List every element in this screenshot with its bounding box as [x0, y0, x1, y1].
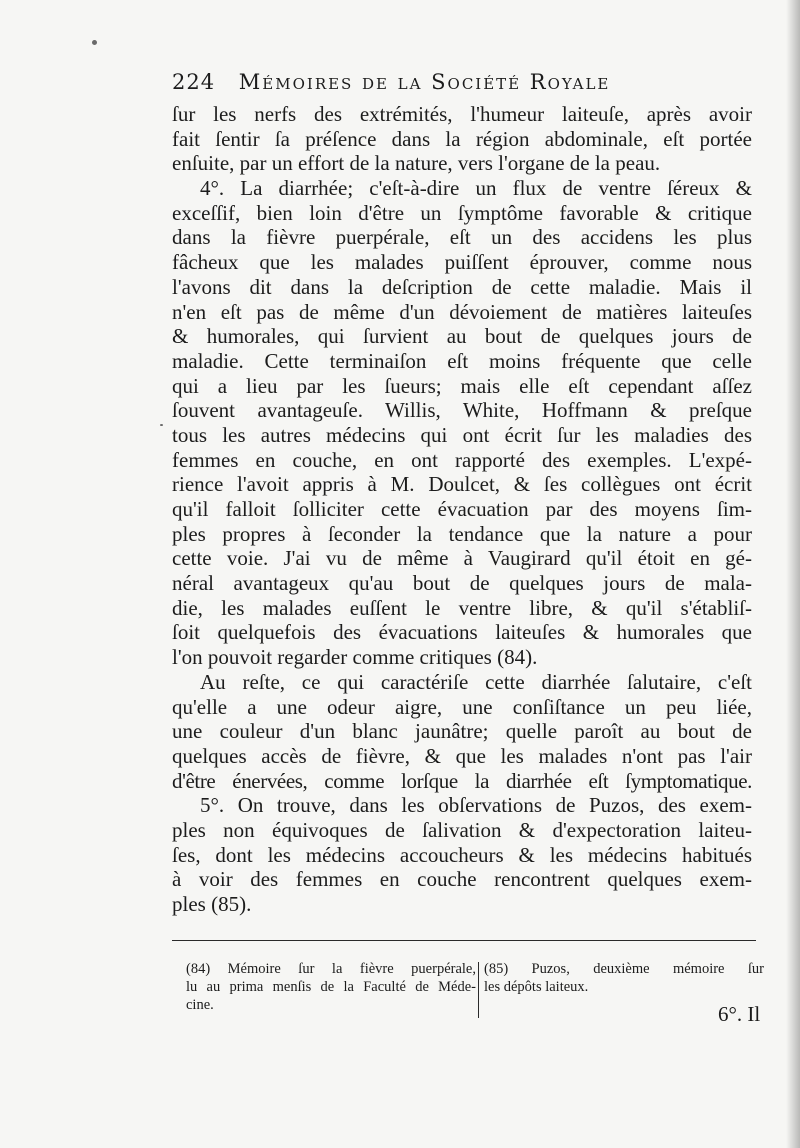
text-line: 4°. La diarrhée; c'eſt-à-dire un flux de ventre ſéreux &	[200, 176, 752, 201]
text-line: qui a lieu par les ſueurs; mais elle eſt cependant aſſez	[172, 373, 752, 398]
text-line: fait ſentir ſa préſence dans la région abdominale, eſt portée	[172, 126, 752, 151]
text-line: l'on pouvoit regarder comme critiques (84).	[172, 645, 538, 670]
text-line: rience l'avoit appris à M. Doulcet, & ſes collègues ont écrit	[172, 472, 752, 497]
text-line: maladie. Cette terminaiſon eſt moins fréquente que celle	[172, 348, 752, 373]
footnote-line: (85) Puzos, deuxième mémoire ſur	[484, 961, 764, 977]
ink-speck	[92, 40, 97, 45]
text-line: die, les malades euſſent le ventre libre, & qu'il s'établiſ-	[172, 595, 752, 620]
text-line: néral avantageux qu'au bout de quelques jours de mala-	[172, 571, 752, 596]
text-line: qu'elle a une odeur aigre, une conſiſtance un peu liée,	[172, 694, 752, 719]
text-line: & humorales, qui ſurvient au bout de quelques jours de	[172, 324, 752, 349]
text-line: ples non équivoques de ſalivation & d'expectoration laiteu-	[172, 817, 752, 842]
footnotes	[186, 960, 766, 1020]
page-number: 224	[172, 70, 216, 94]
text-line: fâcheux que les malades puiſſent éprouver, comme nous	[172, 250, 752, 275]
catchword: 6°. Il	[718, 1002, 761, 1026]
text-line: ples propres à ſeconder la tendance que la nature a pour	[172, 521, 752, 546]
text-line: quelques accès de fièvre, & que les malades n'ont pas l'air	[172, 743, 752, 768]
text-line: ſouvent avantageuſe. Willis, White, Hoffmann & preſque	[172, 398, 752, 423]
footnote-line: lu au prima menſis de la Faculté de Méde-	[186, 979, 476, 995]
text-line: l'avons dit dans la deſcription de cette maladie. Mais il	[172, 274, 752, 299]
running-title: Mémoires de la Société Royale	[238, 70, 611, 94]
text-line: exceſſif, bien loin d'être un ſymptôme favorable & critique	[172, 200, 752, 225]
footnote-84	[186, 960, 476, 1014]
text-line: ſoit quelquefois des évacuations laiteuſes & humorales que	[172, 620, 752, 645]
body-text	[172, 102, 752, 917]
text-line: n'en eſt pas de même d'un dévoiement de matières laiteuſes	[172, 299, 752, 324]
footnote-line: (84) Mémoire ſur la fièvre puerpérale,	[186, 961, 476, 977]
footnote-85	[484, 960, 764, 996]
text-line: femmes en couche, en ont rapporté des exemples. L'expé-	[172, 447, 752, 472]
text-line: tous les autres médecins qui ont écrit ſur les maladies des	[172, 422, 752, 447]
text-line: une couleur d'un blanc jaunâtre; quelle paroît au bout de	[172, 719, 752, 744]
page-header	[172, 70, 712, 104]
footnote-rule	[172, 940, 756, 941]
text-line: Au reſte, ce qui caractériſe cette diarrhée ſalutaire, c'eſt	[200, 669, 752, 694]
text-line: qu'il falloit ſolliciter cette évacuation par des moyens ſim-	[172, 497, 752, 521]
text-line: dans la fièvre puerpérale, eſt un des accidens les plus	[172, 225, 752, 250]
text-line: d'être énervées, comme lorſque la diarrhée eſt ſymptomatique.	[172, 768, 752, 793]
text-line: ples (85).	[172, 892, 252, 916]
ink-speck	[160, 424, 163, 426]
footnote-line: les dépôts laiteux.	[484, 979, 589, 995]
text-line: à voir des femmes en couche rencontrent quelques exem-	[172, 867, 752, 892]
text-line: cette voie. J'ai vu de même à Vaugirard qu'il étoit en gé-	[172, 546, 752, 571]
text-line: 5°. On trouve, dans les obſervations de Puzos, des exem-	[200, 793, 752, 818]
text-line: ſur les nerfs des extrémités, l'humeur laiteuſe, après avoir	[172, 102, 752, 126]
footnote-line: cine.	[186, 997, 214, 1013]
text-line: ſes, dont les médecins accoucheurs & les médecins habitués	[172, 842, 752, 867]
footnote-divider	[478, 962, 479, 1018]
text-line: enſuite, par un effort de la nature, vers l'organe de la peau.	[172, 151, 661, 176]
